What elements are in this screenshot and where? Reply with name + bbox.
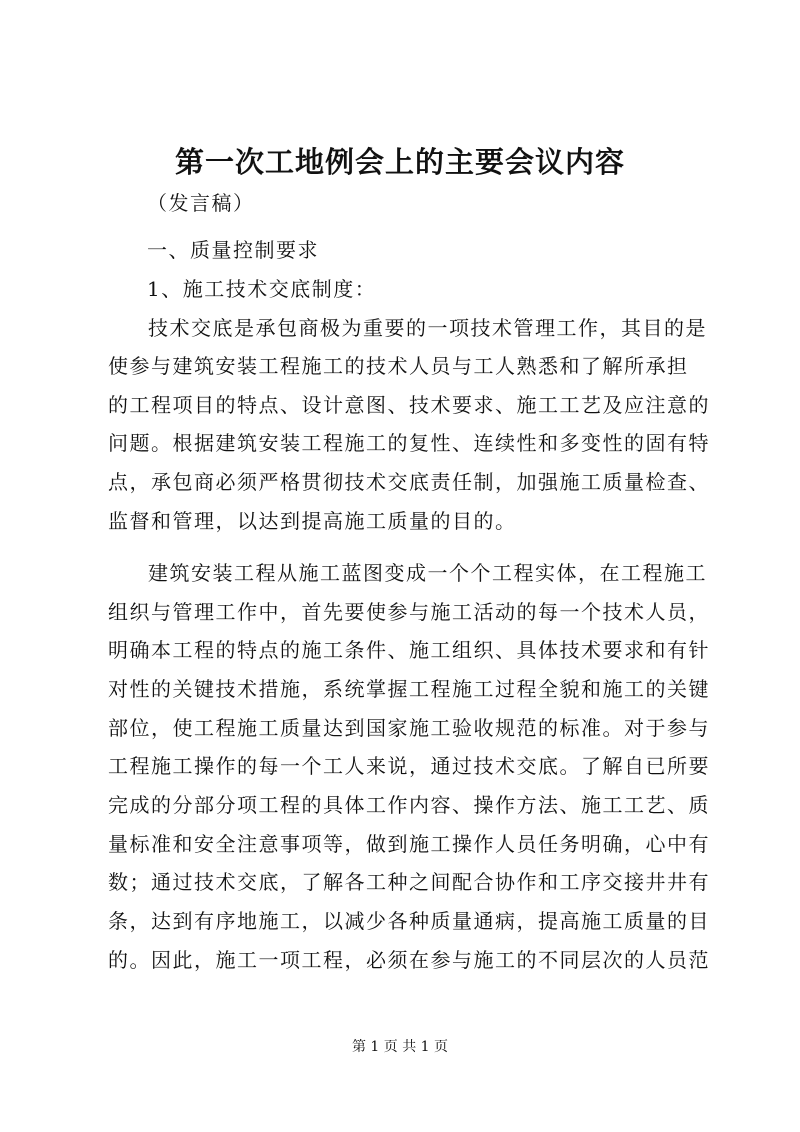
paragraph-line: 使参与建筑安装工程施工的技术人员与工人熟悉和了解所承担 [108, 354, 689, 378]
paragraph-line: 工程施工操作的每一个工人来说，通过技术交底。了解自已所要 [108, 754, 710, 778]
paragraph-line: 条，达到有序地施工，以减少各种质量通病，提高施工质量的目 [108, 909, 710, 933]
paragraph-line: 对性的关键技术措施，系统掌握工程施工过程全貌和施工的关键 [108, 677, 710, 701]
paragraph-line: 量标准和安全注意事项等，做到施工操作人员任务明确，心中有 [108, 832, 710, 856]
paragraph-line: 的工程项目的特点、设计意图、技术要求、施工工艺及应注意的 [108, 393, 710, 417]
paragraph-line: 部位，使工程施工质量达到国家施工验收规范的标准。对于参与 [108, 716, 710, 740]
paragraph-line: 监督和管理，以达到提高施工质量的目的。 [108, 509, 517, 533]
paragraph-line: 建筑安装工程从施工蓝图变成一个个工程实体，在工程施工 [148, 561, 707, 585]
paragraph-line: 点，承包商必须严格贯彻技术交底责任制，加强施工质量检查、 [108, 470, 710, 494]
paragraph-line: 的。因此，施工一项工程，必须在参与施工的不同层次的人员范 [108, 948, 710, 972]
paragraph-line: 明确本工程的特点的施工条件、施工组织、具体技术要求和有针 [108, 638, 710, 662]
document-subtitle: （发言稿） [147, 191, 255, 215]
paragraph-line: 技术交底是承包商极为重要的一项技术管理工作，其目的是 [148, 316, 707, 340]
paragraph-line: 组织与管理工作中，首先要使参与施工活动的每一个技术人员， [108, 600, 710, 624]
subsection-heading: 1、施工技术交底制度： [147, 277, 377, 301]
page-footer: 第 1 页 共 1 页 [351, 1039, 449, 1055]
section-heading: 一、质量控制要求 [147, 238, 319, 262]
document-title: 第一次工地例会上的主要会议内容 [174, 145, 625, 179]
paragraph-line: 完成的分部分项工程的具体工作内容、操作方法、施工工艺、质 [108, 793, 710, 817]
paragraph-line: 问题。根据建筑安装工程施工的复性、连续性和多变性的固有特 [108, 431, 710, 455]
paragraph-line: 数；通过技术交底，了解各工种之间配合协作和工序交接井井有 [108, 870, 710, 894]
